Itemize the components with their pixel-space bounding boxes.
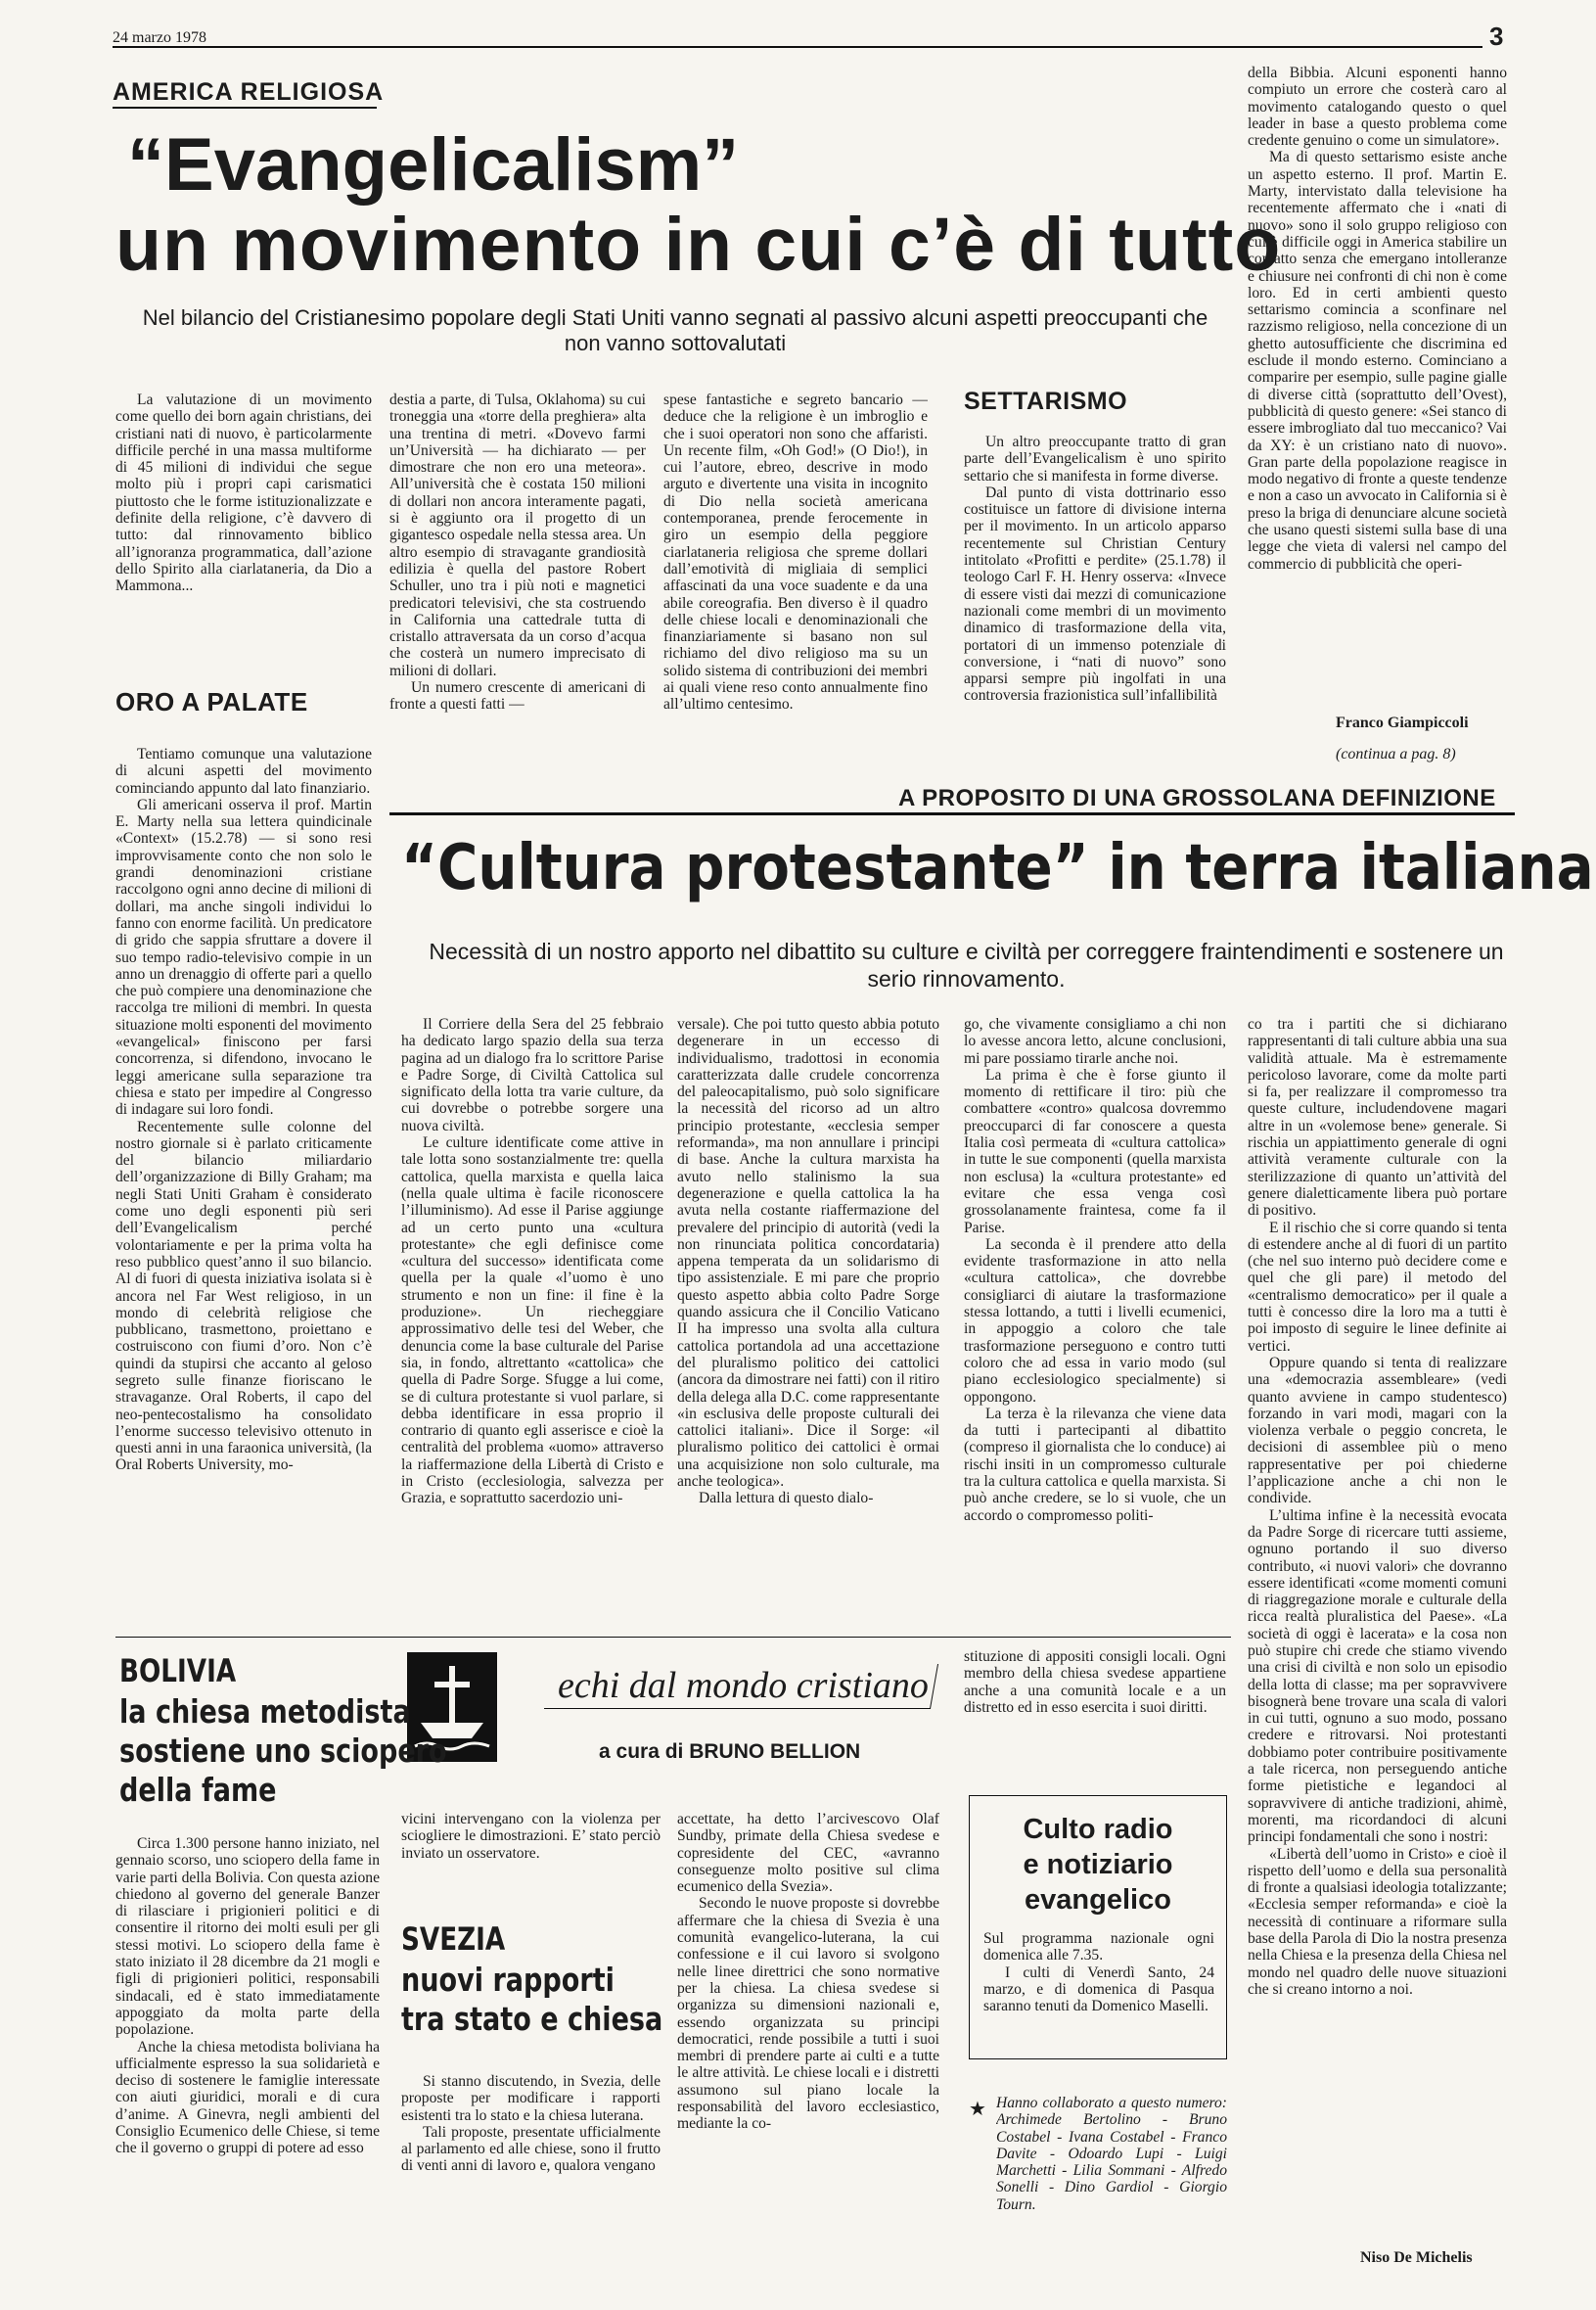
paragraph: Gli americani osserva il prof. Martin E. Marty nella sua lettera quindicinale «Context» (15.2.78) — si sono resi improvvisamente conto che non solo le grandi denominazioni cristiane raccolgono ogni anno decine di milioni di dollari, ma anche singoli individui lo fanno con enorme facilità. Un predicatore di grido che sappia sfruttare a dovere il suo tempo radio-televisivo compie in un anno un drenaggio di offerte pari a quello che può compiere una denominazione che raccolga tre milioni di membri. In questa situazione molti esponenti del movimento «evangelical» finiscono per farsi concorrenza, si difendono, invocano le leggi americane sulla separazione tra chiesa e stato per impedire al Congresso di indagare sui loro fondi.	[115, 796, 372, 1119]
paragraph: Un numero crescente di americani di fronte a questi fatti —	[389, 679, 646, 714]
article1-kicker: AMERICA RELIGIOSA	[113, 78, 385, 106]
bolivia-col2	[401, 1811, 661, 1889]
paragraph: «Libertà dell’uomo in Cristo» e cioè il rispetto dell’uomo e della sua personalità di fronte a qualsiasi ideologia totalizzante; «Ecclesia semper reformanda» e cioè la necessità di continuare a riformare sulla base della Parola di Dio la nostra presenza nella Chiesa e la presenza della Chiesa nel mondo nel quadro delle nuove situazioni che si creano intorno a noi.	[1248, 1845, 1507, 1998]
paragraph: accettate, ha detto l’arcivescovo Olaf Sundby, primate della Chiesa svedese e copresidente del CEC, «avranno conseguenze molto positive sul clima ecumenico della Svezia».	[677, 1811, 939, 1896]
paragraph: destia a parte, di Tulsa, Oklahoma) su cui troneggia una «torre della preghiera» alta una trentina di metri. «Dovevo farmi un’Università — ha dichiarato — per dimostrare che non ero una meteora». All’università che è costata 150 milioni di dollari non ancora interamente pagati, si è aggiunto ora il progetto di un gigantesco ospedale nella stessa area. Un altro esempio di stravagante grandiosità edilizia è quella del pastore Robert Schuller, uno tra i più noti e magnetici predicatori televisivi, che sta costruendo in California una cattedrale tutta di cristallo attraversata da un corso d’acqua che costerà un numero imprecisato di milioni di dollari.	[389, 392, 646, 679]
culto-title-3: evangelico	[1025, 1884, 1171, 1916]
article2-signature: Niso De Michelis	[1360, 2249, 1473, 2266]
article1-headline-2: un movimento in cui c’è di tutto	[115, 203, 1282, 287]
paragraph: co tra i partiti che si dichiarano rappresentanti di tali culture abbia una sua validità attuale. Ma è estremamente pericoloso lavorare, come da molte parti si fa, per realizzare il compromesso tra queste culture, includendovene magari altre in un «volemose bene» generale. Si rischia un appiattimento generale di ogni attività veramente culturale con la sterilizzazione di quanto un’attività del genere dialetticamente libera può portare di positivo.	[1248, 1016, 1507, 1220]
article2-col4	[1248, 1016, 1507, 2240]
svezia-head-3: tra stato e chiesa	[401, 2000, 663, 2038]
article1-col4	[964, 434, 1226, 778]
subhead-oro-a-palate: ORO A PALATE	[115, 687, 308, 716]
paragraph: Sul programma nazionale ogni domenica alle 7.35.	[983, 1930, 1214, 1964]
page-number: 3	[1489, 22, 1504, 51]
page-date: 24 marzo 1978	[113, 29, 206, 46]
paragraph: stituzione di appositi consigli locali. Ogni membro della chiesa svedese appartiene anche a una comunità locale e a un distretto ed in esso esercita i suoi diritti.	[964, 1648, 1226, 1716]
paragraph: Circa 1.300 persone hanno iniziato, nel gennaio scorso, uno sciopero della fame in varie parti della Bolivia. Con questa azione chiedono al governo del generale Banzer di rilasciare i prigionieri politici e di consentire il ritorno dei molti esuli per gli stessi motivi. Lo sciopero della fame è stato iniziato il 28 dicembre da 21 mogli e figli di prigionieri politici, responsabili sindacali, ed è stato immediatamente appoggiato da molta parte della popolazione.	[115, 1835, 380, 2039]
article1-col2	[389, 392, 646, 778]
paragraph: vicini intervengano con la violenza per sciogliere le dimostrazioni. E’ stato perciò inviato un osservatore.	[401, 1811, 661, 1862]
article2-deck: Necessità di un nostro apporto nel dibattito su culture e civiltà per correggere fraintendimenti e sostenere un serio rinnovamento.	[429, 939, 1504, 992]
echi-title: echi dal mondo cristiano	[558, 1665, 929, 1706]
culto-title-1: Culto radio	[1023, 1814, 1173, 1845]
paragraph: Un altro preoccupante tratto di gran parte dell’Evangelicalism è uno spirito settario che si manifesta in forme diverse.	[964, 434, 1226, 485]
paragraph: versale). Che poi tutto questo abbia potuto degenerare in un eccesso di individualismo, tradottosi in economia caratterizzata dalle crudele concorrenza del paleocapitalismo, può solo significare la necessità del ricorso ad un altro principio protestante, «ecclesia semper reformanda», ma non annullare i principi di base. Anche la cultura marxista ha avuto nello stalinismo la sua degenerazione e quella cattolica la ha avuta nella costante riaffermazione del prevalere del principio di autorità (vedi la non rinunciata politica concordataria) appena temperata da un solidarismo di tipo assistenziale. E mi pare che proprio questo aspetto abbia colto Padre Sorge quando assicura che il Concilio Vaticano II ha impresso una svolta alla cultura cattolica portandola ad una accettazione del pluralismo politico dei cattolici (ancora da dimostrare nei fatti) con il ritiro della delega alla D.C. come rappresentante «in esclusiva delle proposte culturali dei cattolici italiani». Dice il Sorge: «il pluralismo politico dei cattolici è ormai una acquisizione non solo culturale, ma anche teologica».	[677, 1016, 939, 1491]
paragraph: Anche la chiesa metodista boliviana ha ufficialmente espresso la sua solidarietà e deciso di sostenere le famiglie interessate con aiuti giuridici, morali e di cura d’anime. A Ginevra, negli ambienti del Consiglio Ecumenico delle Chiese, si teme che il governo o gruppi di potere ad esso	[115, 2038, 380, 2157]
bolivia-head-3: sostiene uno sciopero	[119, 1732, 447, 1770]
article2-headline: “Cultura protestante” in terra italiana	[401, 832, 1594, 904]
paragraph: La seconda è il prendere atto della evidente trasformazione in atto nella «cultura cattolica», che dovrebbe consigliarci di aiutare la trasformazione stessa lottando, a tutti i livelli ecumenici, in appoggio a coloro che tale trasformazione perseguono e contro tutti coloro che ad essa in vario modo (sul piano ecclesiologico specialmente) si oppongono.	[964, 1235, 1226, 1406]
header-rule	[113, 46, 1482, 48]
paragraph: Tentiamo comunque una valutazione di alcuni aspetti del movimento cominciando appunto dal lato finanziario.	[115, 746, 372, 797]
paragraph: Oppure quando si tenta di realizzare una «democrazia assembleare» (vedi quanto avviene in campo studentesco) forzando in vari modi, magari con la violenza verbale o peggio concreta, le decisioni di assemblee più o meno rappresentative per poi chiederne l’applicazione anche a chi non le condivide.	[1248, 1354, 1507, 1507]
article1-col3	[663, 392, 928, 778]
paragraph: della Bibbia. Alcuni esponenti hanno compiuto un errore che costerà caro al movimento catalogando questo o quel leader in base a questo problema come credente genuino o come un simulatore».	[1248, 65, 1507, 150]
star-icon: ★	[969, 2099, 986, 2120]
article2-col3	[964, 1016, 1226, 1628]
echi-byline: a cura di BRUNO BELLION	[599, 1740, 861, 1763]
kicker-underline	[113, 107, 377, 109]
paragraph: Recentemente sulle colonne del nostro giornale si è parlato criticamente del bilancio miliardario dell’organizzazione di Billy Graham; ma negli Stati Uniti Graham è considerato come uno degli esponenti più seri dell’Evangelicalism perché volontariamente e per la prima volta ha reso pubblico quest’anno il suo bilancio. Al di fuori di questa iniziativa isolata si è ancora nel Far West religioso, in un mondo di celebrità religiose che pubblicano, trasmettono, proiettano e costruiscono con fiumi d’oro. Non c’è quindi da stupirsi che accanto al geloso segreto sulle finanze fioriscano le stravaganze. Oral Roberts, il capo del neo-pentecostalismo ha consolidato l’enorme successo televisivo ottenuto in questi anni in una faraonica università, (la Oral Roberts University, mo-	[115, 1118, 372, 1474]
article2-col1	[401, 1016, 663, 1628]
paragraph: spese fantastiche e segreto bancario — deduce che la religione è un imbroglio e che i suoi operatori non sono che affaristi. Un recente film, «Oh God!» (O Dio!), in cui l’autore, ebreo, descrive in modo arguto e divertente una visita in incognito di Dio nella società americana contemporanea, prende ferocemente in giro un esempio della peggiore ciarlataneria religiosa che spreme dollari dall’emotività di migliaia di semplici affascinati da una voce suadente e da una abile coreografia. Ben diverso è il quadro delle chiese locali e denominazionali che finanziariamente si basano non sul richiamo del divo religioso ma su un solido sistema di contribuzioni dei membri ai quali viene reso conto annualmente fino all’ultimo centesimo.	[663, 392, 928, 714]
bolivia-head-2: la chiesa metodista	[119, 1692, 411, 1731]
paragraph: La prima è che è forse giunto il momento di rettificare il tiro: più che combattere «contro» qualcosa dovremmo preoccuparci di far conoscere a questa Italia così permeata di «cultura cattolica» in tutte le sue componenti (quella marxista non esclusa) la «cultura protestante» ed evitare che essa venga così grossolanamente fraintesa, come fa il Parise.	[964, 1066, 1226, 1236]
paragraph: Tali proposte, presentate ufficialmente al parlamento ed alle chiese, sono il frutto di venti anni di lavoro e, qualora vengano	[401, 2123, 661, 2175]
paragraph: Si stanno discutendo, in Svezia, delle proposte per modificare i rapporti esistenti tra lo stato e la chiesa luterana.	[401, 2073, 661, 2124]
paragraph: E il rischio che si corre quando si tenta di estendere anche al di fuori di un partito (che nel suo interno può decidere come e quel che gli pare) il metodo del «centralismo democratico» per il quale a tutti è concesso dire la loro ma a tutti è poi imposto di seguire le linee definite ai vertici.	[1248, 1219, 1507, 1355]
article1-headline-1: “Evangelicalism”	[127, 123, 740, 207]
article1-deck: Nel bilancio del Cristianesimo popolare degli Stati Uniti vanno segnati al passivo alcuni aspetti preoccupanti che non vanno sottovalutati	[142, 305, 1208, 355]
svezia-head-1: SVEZIA	[401, 1920, 506, 1958]
svezia-col1	[401, 2073, 661, 2300]
bolivia-head-4: della fame	[119, 1771, 277, 1809]
paragraph: Hanno collaborato a questo numero: Archimede Bertolino - Bruno Costabel - Ivana Costabel - Franco Davite - Odoardo Lupi - Luigi Marchetti - Lilia Sommani - Alfredo Sonelli - Dino Gardiol - Giorgio Tourn.	[996, 2095, 1227, 2213]
paragraph: La terza è la rilevanza che viene data da tutti i partecipanti al dibattito (compreso il giornalista che lo conduce) ai rischi insiti in un compromesso culturale tra la cultura cattolica e quella marxista. Si può anche credere, se lo si vuole, che un accordo o compromesso politi-	[964, 1405, 1226, 1524]
article1-col1-b	[115, 746, 372, 1607]
paragraph: L’ultima infine è la necessità evocata da Padre Sorge di ricercare tutti assieme, ognuno portando il suo diverso contributo, «i nuovi valori» che dovranno essere identificati «come momenti comuni di riaggregazione morale e culturale della ricca realtà pluralistica del Paese». «La società di oggi è lacerata» e la cosa non può stupire chi crede che stiamo vivendo una crisi di civiltà e non solo un episodio della lotta di classe; ma per sopravvivere bisognerà bene trovare una scala di valori in cui tutti, ognuno a suo modo, possano credere e ritrovarsi. Noi protestanti dobbiamo poter contribuire positivamente a tale ricerca, non perseguendo antiche forme pietistiche e legandoci al sopravvivere di antiche tradizioni, ahimè, morenti, ma ricordandoci di alcuni principi fondamentali che sono i nostri:	[1248, 1506, 1507, 1846]
paragraph: Dal punto di vista dottrinario esso costituisce un fattore di divisione interna per il movimento. In un articolo apparso recentemente sul Christian Century intitolato «Profitti e perdite» (25.1.78) il teologo Carl F. H. Henry osserva: «Invece di essere visti dai mezzi di comunicazione nazionali come membri di un movimento dinamico di trasformazione della vita, portatori di un immenso potenziale di conversione, i “nati di nuovo” sono apparsi sempre più ingolfati in una controversia frazionistica sull’infallibilità	[964, 484, 1226, 705]
paragraph: Il Corriere della Sera del 25 febbraio ha dedicato largo spazio della sua terza pagina ad un dialogo fra lo scrittore Parise e Padre Sorge, di Civiltà Cattolica sul significato della lotta tra varie culture, da cui dovrebbe o potrebbe sorgere una nuova civiltà.	[401, 1016, 663, 1134]
collaborators	[996, 2095, 1227, 2290]
article2-rule	[389, 812, 1515, 815]
article2-kicker: A PROPOSITO DI UNA GROSSOLANA DEFINIZIONE	[898, 785, 1496, 811]
paragraph: Ma di questo settarismo esiste anche un aspetto esterno. Il prof. Martin E. Marty, intervistato dalla televisione ha recentemente affermato che i «nati di nuovo» sono il solo gruppo religioso con cui è difficile oggi in America stabilire un contatto senza che emergano intolleranze e chiusure nei confronti di chi non è come loro. Ed in certi ambienti questo settarismo comincia a sconfinare nel razzismo religioso, nella concezione di un ghetto autosufficiente che discrimina ed esclude il mondo esterno. Cominciano a comparire per esempio, sulle pagine gialle di diverse città (soprattutto dell’Ovest), pubblicità di questo genere: «Sei stanco di essere imbrogliato dal tuo meccanico? Vai da XY: è un cristiano nato di nuovo». Gran parte della popolazione reagisce in modo negativo di fronte a queste tendenze e non a caso un avvocato in California si è preso la briga di denunciare alcune società che usano questi sistemi sulla base di una legge che vieta di valersi nel campo del commercio di pubblicità che operi-	[1248, 149, 1507, 573]
svezia-col3	[964, 1648, 1226, 1746]
paragraph: Dalla lettura di questo dialo-	[699, 1490, 874, 1507]
article1-col1	[115, 392, 372, 715]
paragraph: I culti di Venerdì Santo, 24 marzo, e di domenica di Pasqua saranno tenuti da Domenico Maselli.	[983, 1964, 1214, 2015]
subhead-settarismo: SETTARISMO	[964, 388, 1128, 415]
paragraph: Le culture identificate come attive in tale lotta sono sostanzialmente tre: quella cattolica, quella marxista e quella laica (nella quale ultima è facile riconoscere l’illuminismo). Ad esse il Parise aggiunge ad un certo punto una «cultura protestante» che egli definisce come «cultura del successo» identificata come quella per la quale «l’uomo è uno strumento e non un fine: il fine è la produzione». Un riecheggiare approssimativo delle tesi del Weber, che denuncia come la base culturale del Parise sia, in fondo, altrettanto «cattolica» che quella di Padre Sorge. Sfugge a lui come, se di cultura protestante si vuol parlare, si debba identificare in essa proprio il contrario di quanto egli asserisce e cioè la centralità del problema «uomo» attraverso la riaffermazione della Libertà di Cristo e in Cristo (ecclesiologia, salvezza per Grazia, e soprattutto sacerdozio uni-	[401, 1134, 663, 1507]
echi-top-rule	[115, 1637, 1231, 1638]
paragraph: La valutazione di un movimento come quello dei born again christians, dei cristiani nati di nuovo, è particolarmente difficile perché in una massa multiforme di 45 milioni di individui che segue molto più i propri capi carismatici piuttosto che le forme istituzionalizzate e definite della religione, c’è davvero di tutto: dal rinnovamento biblico all’ignoranza programmatica, dall’azione dello Spirito alla ciarlataneria, da Dio a Mammona...	[115, 392, 372, 595]
bolivia-col1	[115, 1835, 380, 2300]
bolivia-head-1: BOLIVIA	[119, 1652, 237, 1689]
article2-col2	[677, 1016, 939, 1628]
culto-text	[983, 1930, 1214, 2053]
paragraph: Secondo le nuove proposte si dovrebbe affermare che la chiesa di Svezia è una comunità evangelico-luterana, la cui confessione e il cui lavoro si svolgono nelle linee direttrici che sono normative per la chiesa. La chiesa svedese si organizza su dimensioni nazionali e, essendo organizzata su principi democratici, rende possibile a tutti i suoi membri di prendere parte ai culti e a tutte le altre attività. Le chiese locali e i distretti assumono sul piano locale la responsabilità del lavoro ecclesiastico, mediante la co-	[677, 1895, 939, 2133]
article1-signature: Franco Giampiccoli	[1336, 715, 1469, 731]
svezia-head-2: nuovi rapporti	[401, 1961, 615, 1999]
article1-continue: (continua a pag. 8)	[1336, 746, 1456, 762]
article1-col5	[1248, 65, 1507, 740]
paragraph: go, che vivamente consigliamo a chi non lo avesse ancora letto, alcune conclusioni, mi pare possiamo tirarle anche noi.	[964, 1016, 1226, 1067]
culto-title-2: e notiziario	[1023, 1849, 1173, 1880]
svezia-col2	[677, 1811, 939, 2300]
